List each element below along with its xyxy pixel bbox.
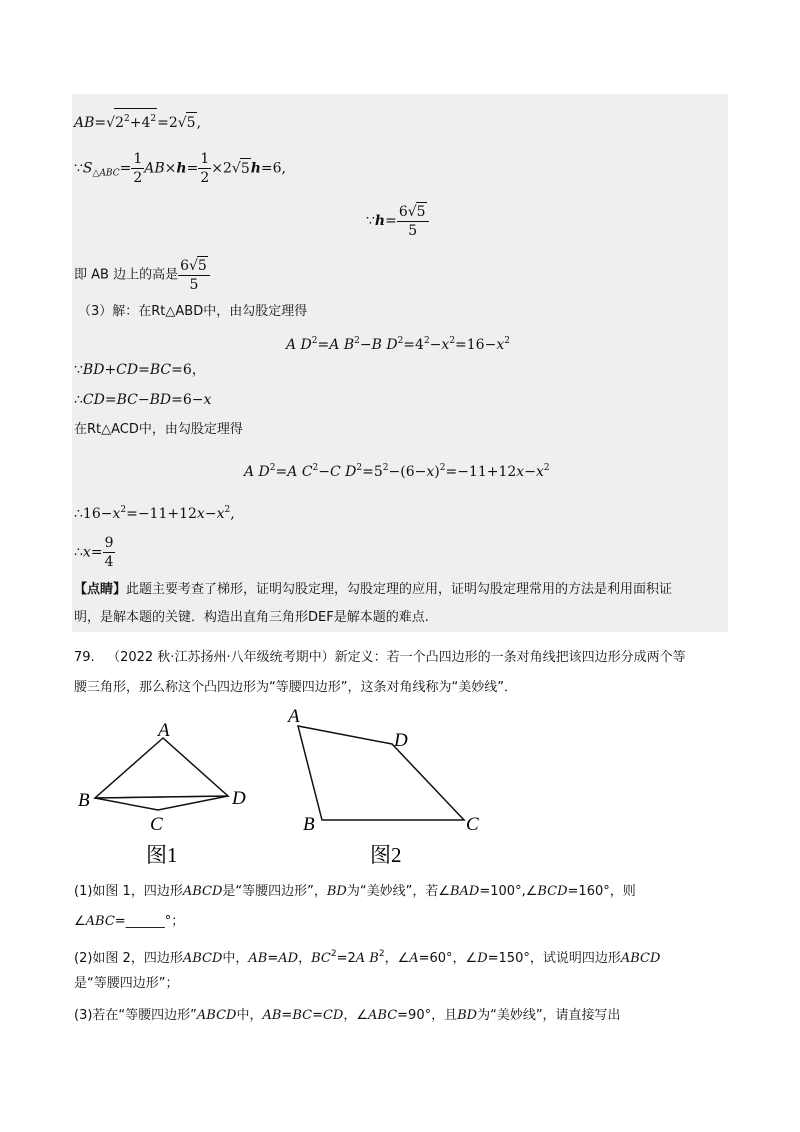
area-equation: $\because S_{\triangle ABC}=$ $\frac{1}{2}$ AB×h= $\frac{1}{2}$ ×2√5h=6, [74,151,287,186]
part3-intro: （3）解：在Rt△ABD中，由勾股定理得 [78,304,308,319]
figure-1 [78,720,246,867]
figures [70,700,510,870]
question-3: (3)若在“等腰四边形”ABCD中，AB=BC=CD，∠ABC=90°，且BD为“美妙线”，请直接写出 [74,1008,621,1023]
question-2: (2)如图 2，四边形ABCD中，AB=AD，$BC^2=2A$ $B^2$，∠A=60°，∠D=150°，试说明四边形ABCD [74,949,661,966]
fig2-caption: 图2 [370,843,402,867]
h-equation: ∵h= $\frac{6√5}{5}$ [366,202,429,240]
ad-equation-1: A $D^2=A$ $B^2-B$ $D^2=4^2-x^2=16-x^2$ [286,336,510,353]
problem-stem-line-1: 79. （2022 秋·江苏扬州·八年级统考期中）新定义：若一个凸四边形的一条对角线把该四边形分成两个等 [74,650,686,665]
question-1-answer-blank[interactable]: ∠ABC=______°； [74,914,185,929]
ad-equation-2: A $D^2=A$ $C^2-C$ $D^2=5^2-(6-x)^2=-11+12x-x^2$ [244,463,550,480]
fig1-label-d: D [232,788,246,809]
comment-line-2: 明，是解本题的关键．构造出直角三角形DEF是解本题的难点. [74,610,429,625]
combine-equation: $\therefore 16-x^2=-11+12x-x^2$, [74,505,235,522]
question-2-line-2: 是“等腰四边形”； [74,976,179,991]
problem-stem-line-2: 腰三角形，那么称这个凸四边形为“等腰四边形”，这条对角线称为“美妙线”． [74,680,517,695]
fig2-label-b: B [303,814,315,835]
fig2-label-a: A [288,706,300,727]
fig1-caption: 图1 [146,843,178,867]
fig2-label-c: C [466,814,479,835]
height-conclusion: 即 AB 边上的高是 $\frac{6√5}{5}$ [74,256,210,294]
x-solution: ∴x= $\frac{9}{4}$ [74,535,114,570]
question-1: (1)如图 1，四边形ABCD是“等腰四边形”，BD为“美妙线”，若∠BAD=100°,∠BCD=160°，则 [74,884,636,899]
comment-line-1: 【点睛】此题主要考查了梯形，证明勾股定理，勾股定理的应用，证明勾股定理常用的方法是利用面积证 [74,582,673,597]
figure-2 [286,706,479,867]
fig1-label-c: C [150,814,163,835]
fig1-label-b: B [78,790,90,811]
part3-acd-intro: 在Rt△ACD中，由勾股定理得 [74,422,243,437]
ab-length-equation: $AB=√2^2+4^2=2√5$, [74,108,201,133]
cd-equation: ∴CD=BC−BD=6−x [74,392,212,408]
fig1-label-a: A [158,720,170,741]
bd-cd-equation: ∵BD+CD=BC=6， [74,362,206,378]
fig2-label-d: D [394,730,408,751]
